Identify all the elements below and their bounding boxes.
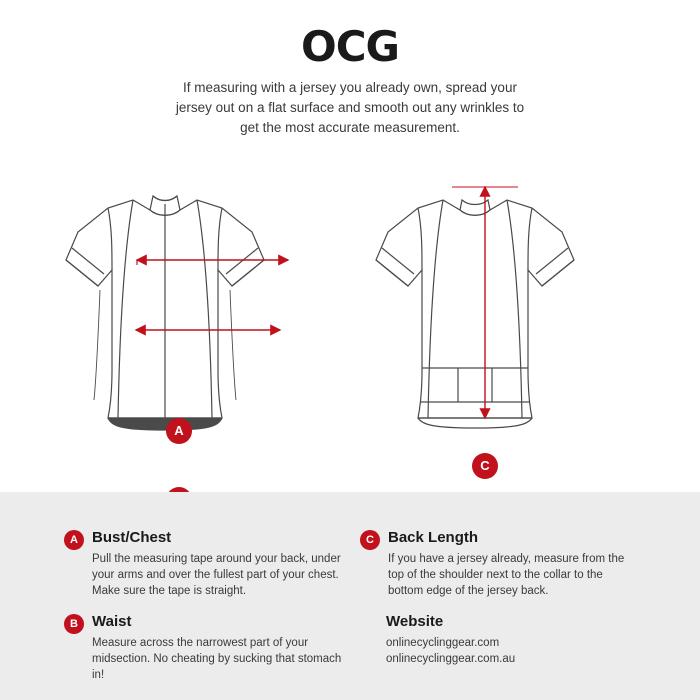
legend-badge-a: A	[64, 530, 84, 550]
legend-title-back-length: Back Length	[388, 529, 479, 546]
legend-title-bust-chest: Bust/Chest	[92, 529, 172, 546]
jersey-diagram	[0, 170, 700, 490]
jersey-front-illustration	[66, 196, 264, 430]
legend-body-bust-chest: Pull the measuring tape around your back, under your arms and over the fullest part of your chest. Make sure the tape is straight.	[92, 553, 341, 597]
brand-logo: OCG	[300, 22, 399, 71]
legend-body-back-length: If you have a jersey already, measure from the top of the shoulder next to the collar to the bottom edge of the jersey back.	[388, 553, 625, 597]
marker-badge-a: A	[166, 418, 192, 444]
website-link-com[interactable]: onlinecyclinggear.com	[386, 637, 500, 649]
legend-badge-c: C	[360, 530, 380, 550]
website-links	[386, 635, 626, 667]
legend-body-waist: Measure across the narrowest part of your midsection. No cheating by sucking that stomach in!	[92, 637, 342, 681]
legend-title-waist: Waist	[92, 613, 132, 630]
website-title: Website	[386, 613, 444, 630]
legend-badge-b: B	[64, 614, 84, 634]
intro-text: If measuring with a jersey you already own, spread your jersey out on a flat surface and smooth out any wrinkles to get the most accurate measurement.	[175, 80, 525, 135]
jersey-back-illustration	[376, 200, 574, 428]
website-link-com-au[interactable]: onlinecyclinggear.com.au	[386, 653, 516, 665]
jersey-diagram-svg	[0, 170, 700, 490]
measure-arrow-a	[137, 260, 288, 265]
legend-panel	[0, 492, 700, 700]
marker-badge-c: C	[472, 453, 498, 479]
measure-arrow-c	[452, 187, 518, 418]
